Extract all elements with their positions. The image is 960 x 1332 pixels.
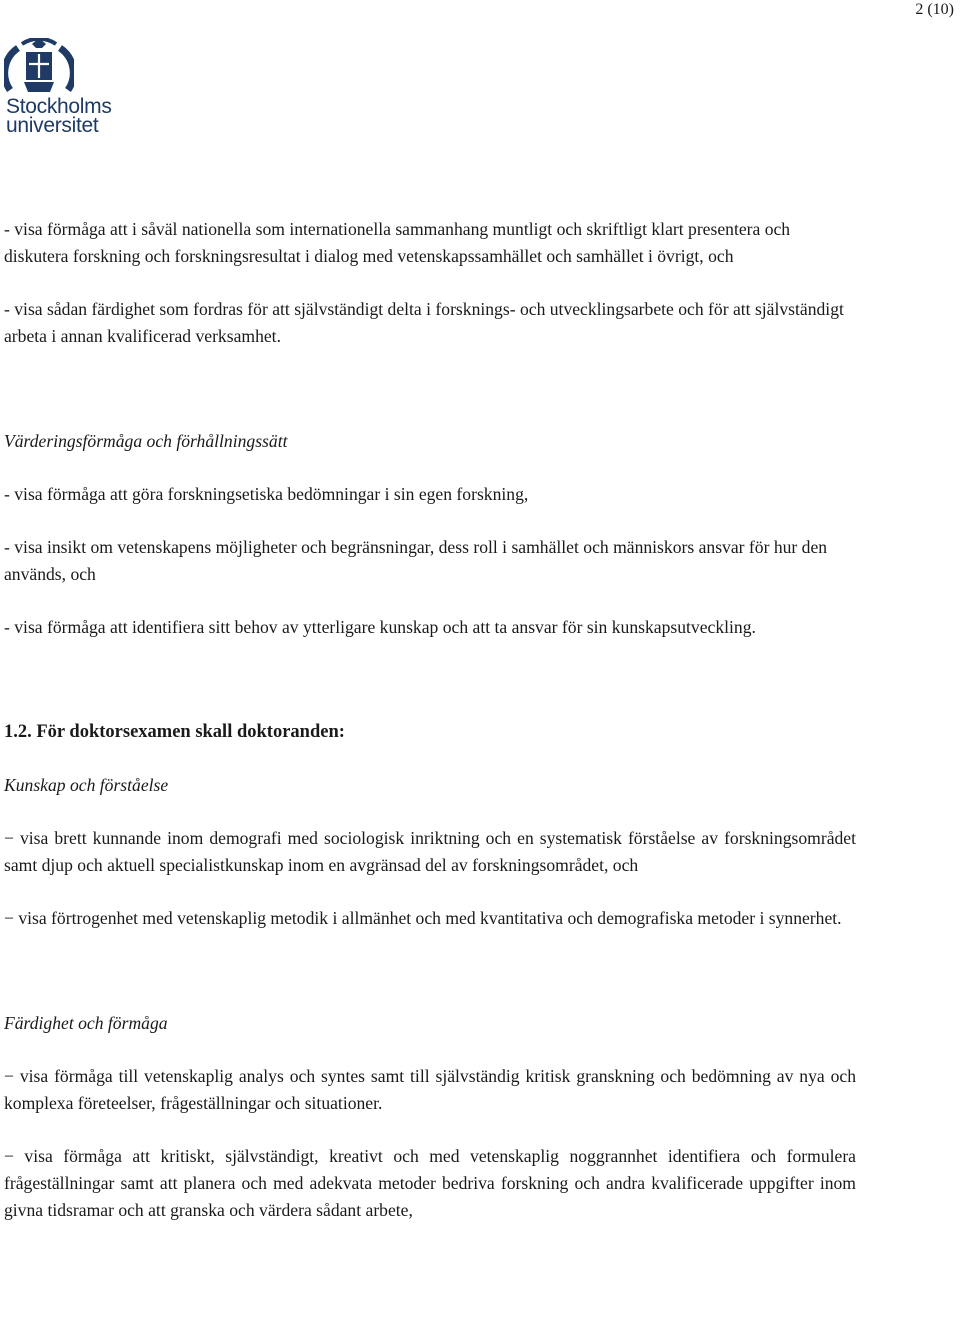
heading-doctoral-degree: 1.2. För doktorsexamen skall doktoranden: — [4, 722, 345, 742]
logo-line-1: Stockholms — [6, 95, 112, 118]
page-number: 2 (10) — [915, 1, 954, 18]
document-body — [4, 216, 856, 1224]
paragraph-research-skill: - visa sådan färdighet som fordras för att självständigt delta i forsknings- och utvecklingsarbete och för att självständigt arbeta i annan kvalificerad verksamhet. — [4, 299, 844, 346]
heading-values: Värderingsförmåga och förhållningssätt — [4, 431, 288, 451]
university-logo — [4, 38, 134, 138]
paragraph-critical-research: − visa förmåga att kritiskt, självständigt, kreativt och med vetenskaplig noggrannhet identifiera och formulera frågeställningar samt att planera och med adekvata metoder bedriva forskning och andra kvalificerade uppgifter inom givna tidsramar och att granska och värdera sådant arbete, — [4, 1146, 856, 1220]
paragraph-present-research: - visa förmåga att i såväl nationella som internationella sammanhang muntligt och skriftligt klart presentera och diskutera forskning och forskningsresultat i dialog med vetenskapssamhället och samhället i övrigt, och — [4, 219, 791, 266]
paragraph-analysis: − visa förmåga till vetenskaplig analys och syntes samt till självständig kritisk granskning och bedömning av nya och komplexa företeelser, frågeställningar och situationer. — [4, 1066, 856, 1113]
paragraph-ethics: - visa förmåga att göra forskningsetiska bedömningar i sin egen forskning, — [4, 484, 529, 504]
logo-line-2: universitet — [6, 114, 99, 137]
paragraph-methods: − visa förtrogenhet med vetenskaplig metodik i allmänhet och med kvantitativa och demografiska metoder i synnerhet. — [4, 908, 842, 928]
paragraph-broad-knowledge: − visa brett kunnande inom demografi med sociologisk inriktning och en systematisk förståelse av forskningsområdet samt djup och aktuell specialistkunskap inom en avgränsad del av forskningsområdet, och — [4, 828, 856, 875]
paragraph-insight: - visa insikt om vetenskapens möjligheter och begränsningar, dess roll i samhället och människors ansvar för hur den används, och — [4, 537, 828, 584]
paragraph-knowledge-need: - visa förmåga att identifiera sitt behov av ytterligare kunskap och att ta ansvar för sin kunskapsutveckling. — [4, 617, 756, 637]
heading-knowledge: Kunskap och förståelse — [4, 775, 169, 795]
heading-skills: Färdighet och förmåga — [4, 1013, 168, 1033]
university-seal-icon — [4, 38, 74, 94]
